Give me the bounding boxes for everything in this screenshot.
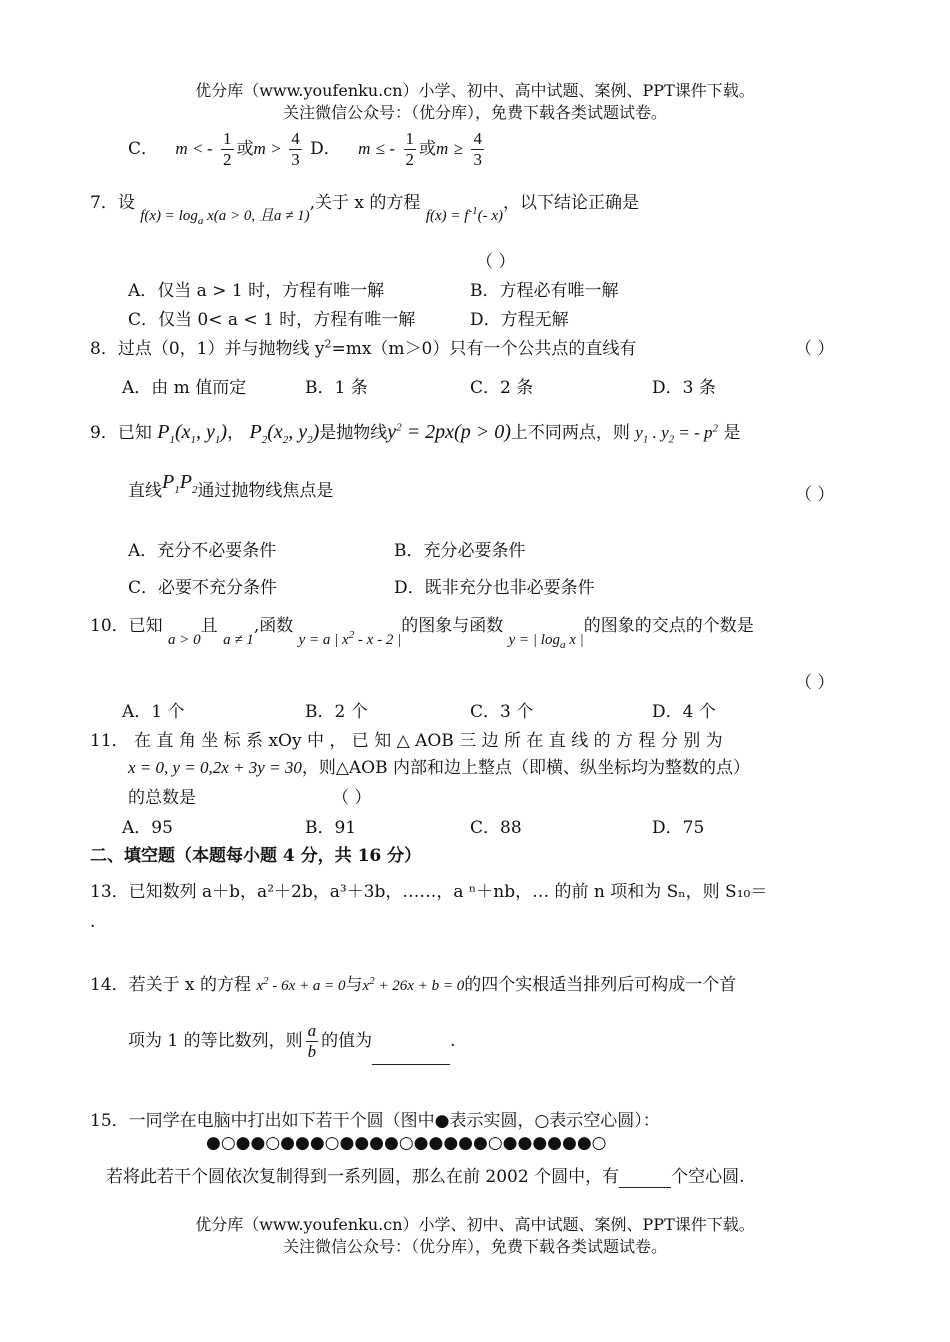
- q6-d-var: m: [358, 139, 371, 158]
- q9-line2: 直线$P_1P_2$通过抛物线焦点是: [128, 471, 334, 501]
- q6-d-frac1: $\frac{1}{2}$: [405, 129, 414, 169]
- q10-f3: y = a | $x^2$ - x - 2 |: [298, 629, 402, 648]
- q6-c-or: 或: [236, 139, 254, 159]
- q6-c-frac1: $\frac{1}{2}$: [223, 129, 232, 169]
- q13-line1: 13．已知数列 a＋b，a²＋2b，a³＋3b，……，a ⁿ＋nb，… 的前 n 项和为 Sₙ，则 S₁₀＝: [90, 882, 768, 902]
- q9-p1: $P_1(x_1$, $y_1$): [157, 421, 228, 446]
- q7-answer-paren: （ ）: [476, 252, 516, 272]
- q7-prefix: 7．设: [90, 193, 135, 213]
- q8-option-d: D．3 条: [652, 378, 716, 398]
- q8-stem: 8．过点（0，1）并与抛物线 $y^2=mx(m>0)$只有一个公共点的直线有: [90, 337, 637, 359]
- q8-option-b: B．1 条: [305, 378, 368, 398]
- q6-c-frac2: $\frac{4}{3}$: [291, 129, 300, 169]
- q6-c-var: m: [175, 139, 188, 158]
- q7-option-b: B．方程必有唯一解: [470, 281, 619, 301]
- q11-line1: 11． 在 直 角 坐 标 系 xOy 中 ， 已 知 △ AOB 三 边 所 在 直 线 的 方 程 分 别 为: [90, 731, 723, 751]
- q10-option-a: A．1 个: [122, 702, 185, 722]
- q7-formula2: $f(x) = f^{-1}(-$ x): [425, 205, 504, 224]
- footer-line-2: 关注微信公众号：（优分库），免费下载各类试题试卷。: [282, 1237, 667, 1256]
- q9-suffix: 是: [723, 423, 741, 443]
- q7-suffix: ，以下结论正确是: [503, 193, 640, 213]
- q10-f1: a > 0: [168, 632, 201, 648]
- q6-d-frac2: $\frac{4}{3}$: [473, 129, 482, 169]
- q15-answer-blank[interactable]: [619, 1167, 671, 1188]
- q11-option-d: D．75: [652, 818, 705, 838]
- section-2-title: 二、填空题（本题每小题 4 分，共 16 分）: [90, 846, 422, 866]
- q9-cond: $y_1$ . $y_2$ = - $p^2$: [635, 422, 719, 446]
- q8-answer-paren: （ ）: [795, 339, 835, 359]
- footer-line-1: 优分库（www.youfenku.cn）小学、初中、高中试题、案例、PPT课件下载。: [195, 1215, 755, 1234]
- q9-option-a: A．充分不必要条件: [128, 541, 277, 561]
- q6-d-label: D．: [310, 139, 341, 159]
- q6-d-op: ≤ -: [375, 139, 396, 158]
- q11-line2: x = 0, y = 0,2x + 3y = 30，则△AOB 内部和边上整点（即横、纵坐标均为整数的点）: [128, 758, 751, 778]
- q9-eq: $y^2 = 2px(p > 0)$: [387, 421, 511, 443]
- q6-d-or: 或: [419, 139, 436, 159]
- q13-line2: .: [90, 912, 96, 932]
- q9-comma: ，: [227, 423, 245, 443]
- q10-answer-paren: （ ）: [795, 673, 835, 693]
- q11-option-b: B．91: [305, 818, 357, 838]
- q10-f4: y = | $\log_a x$ |: [508, 632, 584, 651]
- q10-suffix: 的图象的交点的个数是: [583, 616, 754, 636]
- q10-mid: ,函数: [253, 616, 294, 636]
- q9-prefix: 9．已知: [90, 423, 152, 443]
- q10-option-d: D．4 个: [652, 702, 716, 722]
- q10-and: 且: [200, 616, 218, 636]
- q6-c-op: < -: [193, 139, 213, 158]
- q7-stem: [90, 188, 640, 227]
- q6-c-var2: m: [253, 139, 266, 158]
- q14-line2: 项为 1 的等比数列，则 $\frac{a}{b}$ 的值为 .: [128, 1018, 456, 1065]
- q9-option-b: B．充分必要条件: [394, 541, 526, 561]
- q10-mid2: 的图象与函数: [401, 616, 504, 636]
- q11-line3: 的总数是: [128, 788, 196, 808]
- q6-c-label: C．: [128, 139, 159, 159]
- q14-eq1: $x^2 - 6x + a = 0$: [256, 975, 346, 994]
- q10-option-b: B．2 个: [305, 702, 368, 722]
- q10-prefix: 10．已知: [90, 616, 163, 636]
- q14-stem: 14．若关于 x 的方程 $x^2 - 6x + a = 0$与$x^2 + 26x + b = 0$的四个实根适当排列后可构成一个首: [90, 975, 737, 995]
- q9-p2: $P_2(x_2$, $y_2$): [249, 421, 320, 446]
- q7-formula1: $f(x) = \log_a x(a > 0$, 且a ≠ 1): [140, 208, 310, 227]
- q6-options-cd: [128, 126, 487, 172]
- header-line-2: 关注微信公众号：（优分库），免费下载各类试题试卷。: [282, 103, 667, 122]
- q14-frac: $\frac{a}{b}$: [307, 1021, 317, 1061]
- q11-answer-paren: （ ）: [332, 788, 372, 808]
- q15-line1: 15．一同学在电脑中打出如下若干个圆（图中●表示实圆，○表示空心圆）：: [90, 1111, 660, 1131]
- q6-d-var2: m: [436, 139, 449, 158]
- header-line-1: 优分库（www.youfenku.cn）小学、初中、高中试题、案例、PPT课件下载。: [195, 81, 755, 100]
- q11-option-c: C．88: [470, 818, 522, 838]
- q14-eq2: $x^2 + 26x + b = 0$: [362, 975, 465, 994]
- q15-circle-sequence: ●○●●○●●●○●●●●○●●●●●○●●●●●●○: [206, 1133, 607, 1153]
- q8-option-c: C．2 条: [470, 378, 534, 398]
- q10-option-c: C．3 个: [470, 702, 534, 722]
- q7-option-a: A．仅当 a > 1 时，方程有唯一解: [128, 281, 385, 301]
- q10-f2: a ≠ 1: [223, 632, 254, 648]
- q6-d-op2: ≥: [453, 139, 464, 158]
- q9-mid2: 上不同两点，则: [510, 423, 630, 443]
- q9-option-d: D．既非充分也非必要条件: [394, 578, 595, 598]
- q8-option-a: A．由 m 值而定: [122, 378, 247, 398]
- q7-option-d: D．方程无解: [470, 310, 569, 330]
- q9-answer-paren: （ ）: [795, 485, 835, 505]
- q15-line3: 若将此若干个圆依次复制得到一系列圆，那么在前 2002 个圆中，有 个空心圆.: [106, 1167, 745, 1187]
- q9-mid: 是抛物线: [319, 423, 388, 443]
- q11-option-a: A．95: [122, 818, 173, 838]
- q7-option-c: C．仅当 0< a < 1 时，方程有唯一解: [128, 310, 416, 330]
- q10-stem: [90, 611, 754, 651]
- q14-answer-blank[interactable]: [372, 1018, 450, 1065]
- q6-c-op2: >: [271, 139, 281, 158]
- q9-stem: [90, 418, 740, 446]
- q7-mid: ,关于 x 的方程: [309, 193, 421, 213]
- q9-option-c: C．必要不充分条件: [128, 578, 278, 598]
